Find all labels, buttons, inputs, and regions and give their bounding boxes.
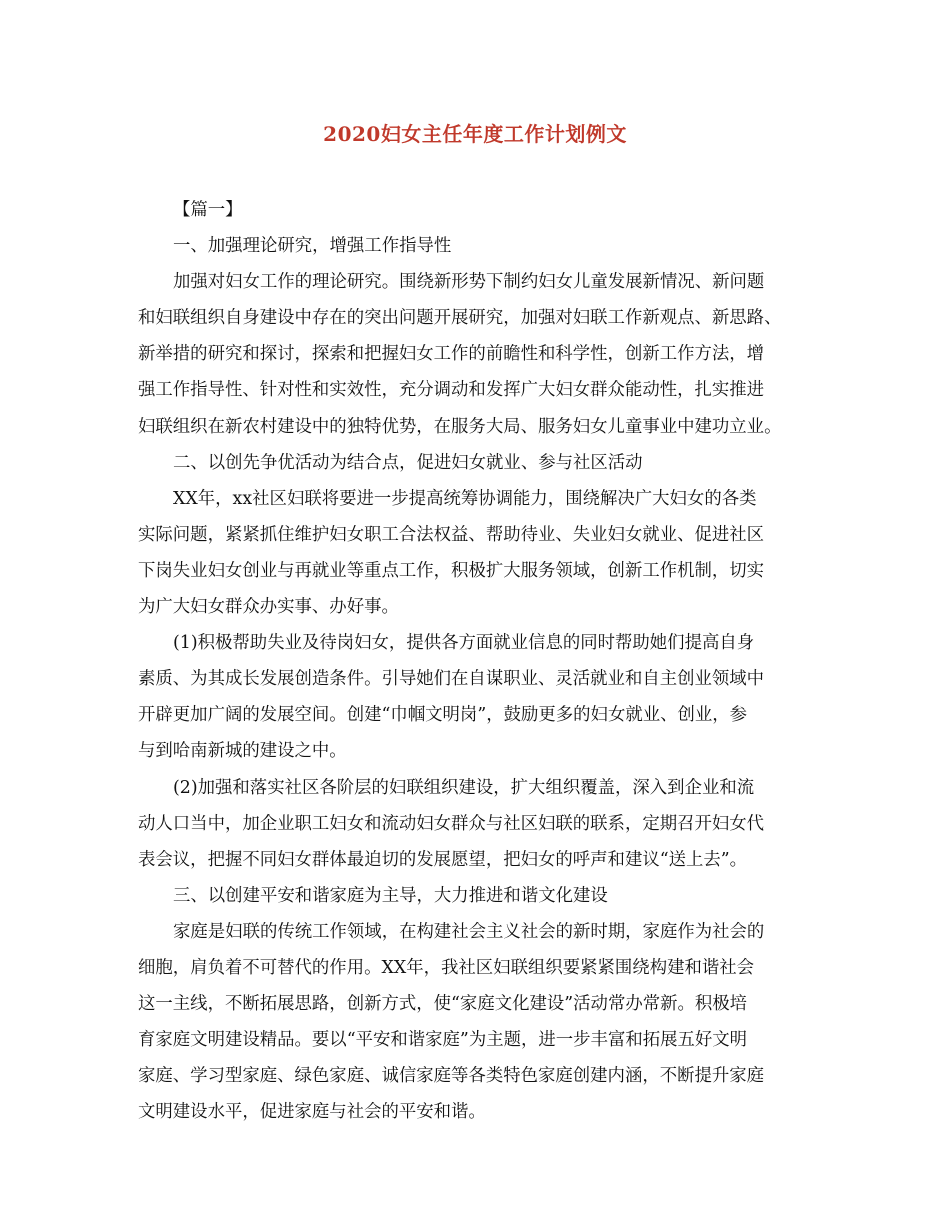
text-line: 二、以创先争优活动为结合点，促进妇女就业、参与社区活动: [173, 452, 643, 473]
document-title: 2020妇女主任年度工作计划例文: [323, 122, 627, 146]
text-line: 家庭、学习型家庭、绿色家庭、诚信家庭等各类特色家庭创建内涵，不断提升家庭: [138, 1066, 765, 1087]
text-line: 强工作指导性、针对性和实效性，充分调动和发挥广大妇女群众能动性，扎实推进: [138, 380, 765, 401]
text-line: 家庭是妇联的传统工作领域，在构建社会主义社会的新时期，家庭作为社会的: [173, 921, 765, 942]
text-line: 这一主线，不断拓展思路，创新方式，使“家庭文化建设”活动常办常新。积极培: [138, 994, 748, 1015]
text-line: 一、加强理论研究，增强工作指导性: [173, 236, 452, 257]
text-line: 育家庭文明建设精品。要以“平安和谐家庭”为主题，进一步丰富和拓展五好文明: [138, 1030, 748, 1051]
text-line: XX年，xx社区妇联将要进一步提高统筹协调能力，围绕解决广大妇女的各类: [173, 488, 757, 509]
text-line: 细胞，肩负着不可替代的作用。XX年，我社区妇联组织要紧紧围绕构建和谐社会: [138, 957, 755, 978]
text-line: 为广大妇女群众办实事、办好事。: [138, 597, 399, 618]
text-line: 文明建设水平，促进家庭与社会的平安和谐。: [138, 1102, 486, 1123]
text-line: 实际问题，紧紧抓住维护妇女职工合法权益、帮助待业、失业妇女就业、促进社区: [138, 524, 765, 545]
text-line: 素质、为其成长发展创造条件。引导她们在自谋职业、灵活就业和自主创业领域中: [138, 669, 765, 690]
text-line: 开辟更加广阔的发展空间。创建“巾帼文明岗”，鼓励更多的妇女就业、创业，参: [138, 705, 748, 726]
text-line: 三、以创建平安和谐家庭为主导，大力推进和谐文化建设: [173, 885, 608, 906]
text-line: 新举措的研究和探讨，探索和把握妇女工作的前瞻性和科学性，创新工作方法，增: [138, 344, 765, 365]
text-line: 妇联组织在新农村建设中的独特优势，在服务大局、服务妇女儿童事业中建功立业。: [138, 416, 782, 437]
text-line: 与到哈南新城的建设之中。: [138, 741, 347, 762]
text-line: 和妇联组织自身建设中存在的突出问题开展研究，加强对妇联工作新观点、新思路、: [138, 308, 782, 329]
text-line: 【篇一】: [173, 200, 243, 220]
text-line: 表会议，把握不同妇女群体最迫切的发展愿望，把妇女的呼声和建议“送上去”。: [138, 849, 748, 870]
text-line: (1)积极帮助失业及待岗妇女，提供各方面就业信息的同时帮助她们提高自身: [173, 633, 755, 654]
text-line: 加强对妇女工作的理论研究。围绕新形势下制约妇女儿童发展新情况、新问题: [173, 272, 765, 293]
text-line: 动人口当中，加企业职工妇女和流动妇女群众与社区妇联的联系，定期召开妇女代: [138, 813, 765, 834]
text-line: 下岗失业妇女创业与再就业等重点工作，积极扩大服务领域，创新工作机制，切实: [138, 560, 765, 581]
document-body: [138, 192, 823, 1130]
text-line: (2)加强和落实社区各阶层的妇联组织建设，扩大组织覆盖，深入到企业和流: [173, 777, 755, 798]
